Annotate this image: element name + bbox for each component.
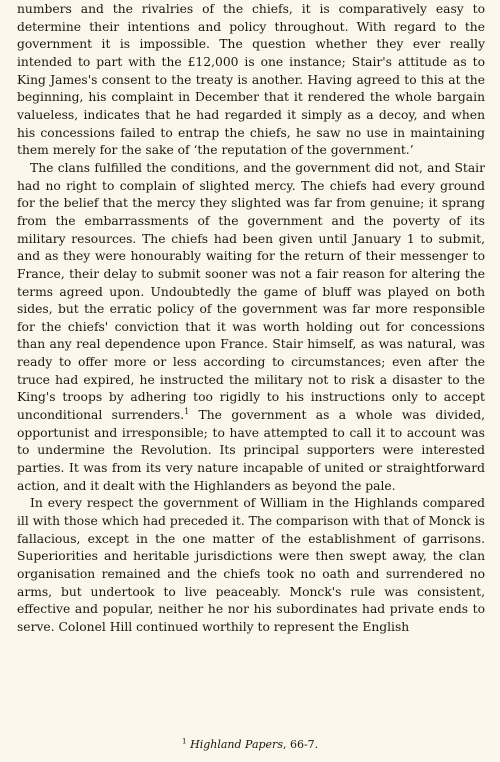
paragraph-3: In every respect the government of William in the Highlands compared ill with those which had preceded it. The comparison with that of Monck is fallacious, except in the one matter of the establishment of garrisons. Superiorities and heritable jurisdictions were then swept away, the clan organisation remained and the chiefs took no oath and surrendered no arms, but undertook to live peaceably. Monck's rule was consistent, effective and popular, neither he nor his subordinates had private ends to serve. Colonel Hill continued worthily to represent the English xyxy=(17,496,485,634)
footnote-pages: , 66-7. xyxy=(282,738,319,751)
footnote-reference-marker: 1 xyxy=(184,407,190,416)
footnote-source-title: Highland Papers xyxy=(190,738,283,751)
footnote-number: 1 xyxy=(181,736,187,746)
body-text xyxy=(17,1,485,637)
paragraph-2 xyxy=(17,160,485,495)
paragraph-2-text-after-note: The government as a whole was divided, opportunist and irresponsible; to have attempted to call it to account was to undermine the Revolution. Its principal supporters were interested parties. It was from its very nature incapable of united or straightforward action, and it dealt with the Highlanders as beyond the pale. xyxy=(17,408,486,493)
paragraph-2-text-before-note: The clans fulfilled the conditions, and the government did not, and Stair had no right to complain of slighted mercy. The chiefs had every ground for the belief that the mercy they slighted was far from genuine; it sprang from the embarrassments of the government and the poverty of its military resources. The chiefs had been given until January 1 to submit, and as they were honourably waiting for the return of their messenger to France, their delay to submit sooner was not a fair reason for altering the terms agreed upon. Undoubtedly the game of bluff was played on both sides, but the erratic policy of the government was far more responsible for the chiefs' conviction that it was worth holding out for concessions than any real dependence upon France. Stair himself, as was natural, was ready to offer more or less according to circumstances; even after the truce had expired, he instructed the military not to risk a disaster to the King's troops by adhering too rigidly to his instructions only to accept unconditional surrenders. xyxy=(17,160,485,423)
footnote xyxy=(0,737,500,753)
paragraph-1: numbers and the rivalries of the chiefs, it is comparatively easy to determine their intentions and policy throughout. With regard to the government it is impossible. The question whether they ever really intended to part with the £12,000 is one instance; Stair's attitude as to King James's consent to the treaty is another. Having agreed to this at the beginning, his complaint in December that it rendered the whole bargain valueless, indicates that he had regarded it simply as a decoy, and when his concessions failed to entrap the chiefs, he saw no use in maintaining them merely for the sake of ‘the reputation of the government.’ xyxy=(17,2,485,158)
